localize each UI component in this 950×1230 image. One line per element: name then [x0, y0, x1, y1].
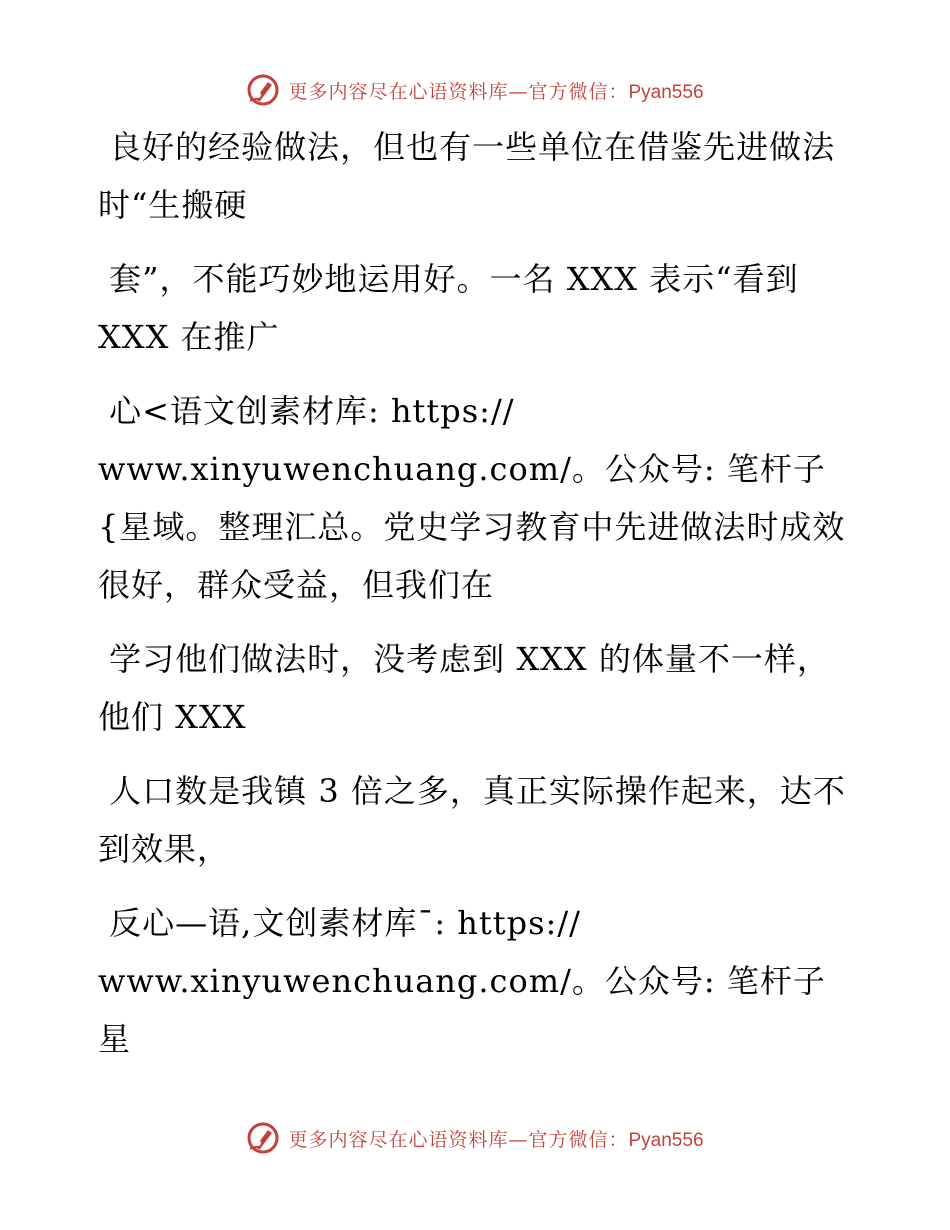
- paragraph-line: www.xinyuwenchuang.com/。公众号: 笔杆子{星域。整理汇总。党史学习教育中先进做法时成效很好，群众受益，但我们在: [98, 450, 846, 604]
- paragraph-line: www.xinyuwenchuang.com/。公众号: 笔杆子星: [98, 962, 826, 1058]
- header-banner-text: [288, 77, 703, 104]
- document-body: [98, 118, 858, 1068]
- footer-banner-text: [288, 1125, 703, 1152]
- footer-banner: [0, 1118, 950, 1158]
- pen-nib-circle-icon: [246, 73, 280, 107]
- paragraph-line: 反心—语,文创素材库¯: https://: [98, 904, 581, 942]
- paragraph-line: 良好的经验做法，但也有一些单位在借鉴先进做法时“生搬硬: [98, 128, 836, 224]
- footer-banner-label: 更多内容尽在心语资料库—官方微信：: [288, 1128, 629, 1151]
- header-wechat-id: Pyan556: [628, 81, 704, 103]
- paragraph-line: 学习他们做法时，没考虑到 XXX 的体量不一样，他们 XXX: [98, 640, 830, 736]
- pen-nib-circle-icon: [246, 1121, 280, 1155]
- footer-wechat-id: Pyan556: [628, 1129, 704, 1151]
- paragraph-line: 心<语文创素材库: https://: [98, 392, 515, 430]
- header-banner-label: 更多内容尽在心语资料库—官方微信：: [288, 80, 629, 103]
- paragraph-line: 套”，不能巧妙地运用好。一名 XXX 表示“看到 XXX 在推广: [98, 260, 810, 356]
- header-banner: [0, 70, 950, 110]
- paragraph-line: 人口数是我镇 3 倍之多，真正实际操作起来，达不到效果，: [98, 772, 846, 868]
